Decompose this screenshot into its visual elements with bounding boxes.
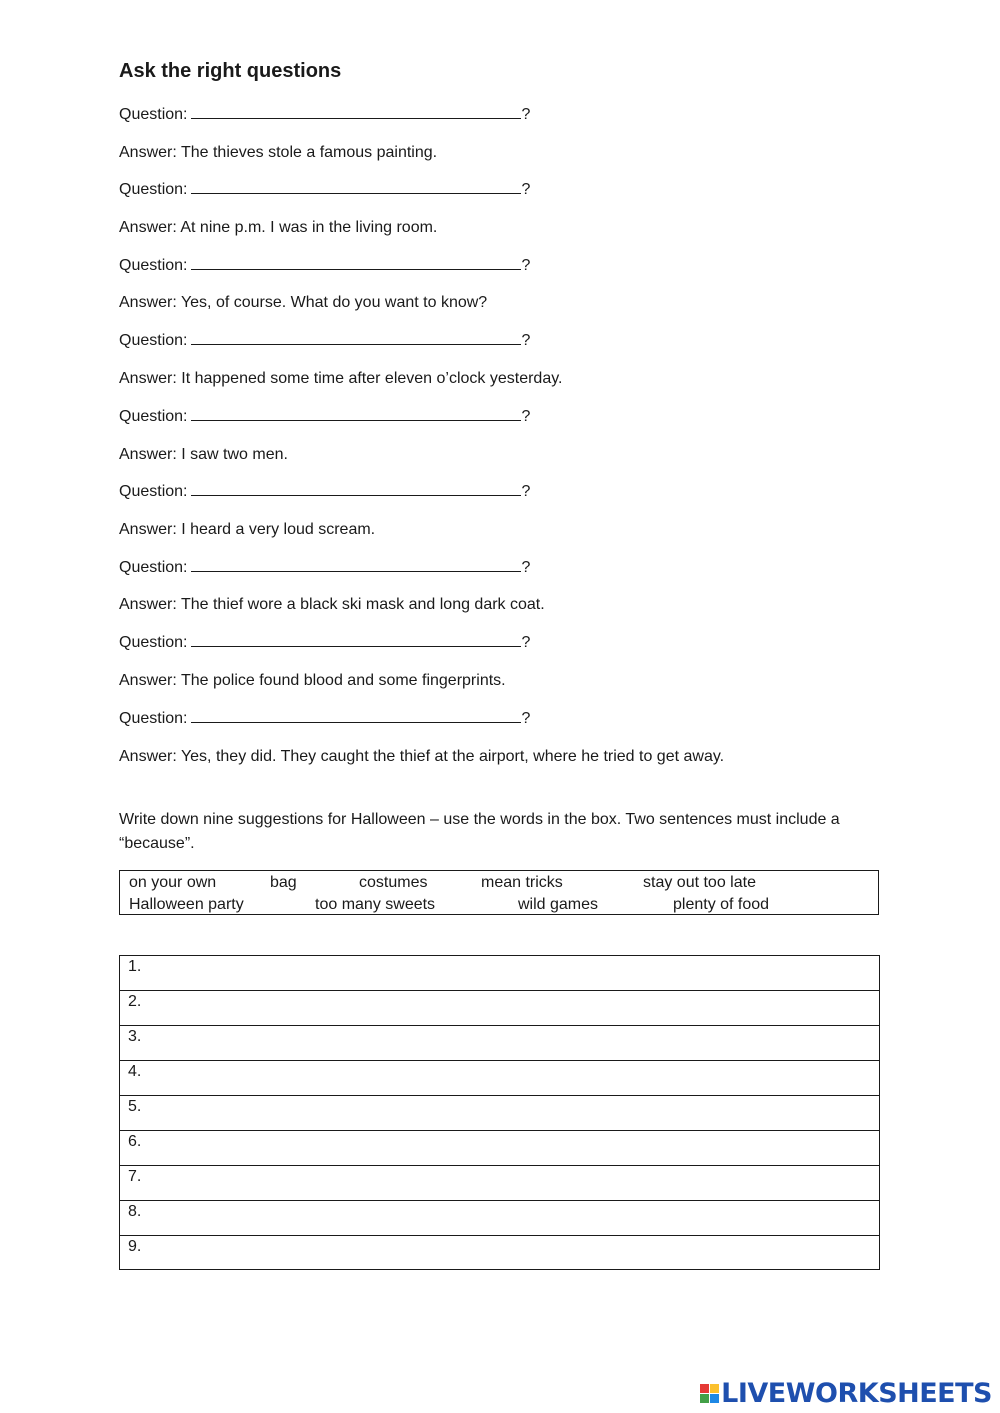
question-blank[interactable] bbox=[191, 708, 521, 723]
row-number: 1. bbox=[120, 956, 880, 991]
table-row[interactable] bbox=[120, 956, 880, 991]
table-row[interactable] bbox=[120, 1166, 880, 1201]
row-number: 7. bbox=[120, 1166, 880, 1201]
table-row[interactable] bbox=[120, 991, 880, 1026]
table-row[interactable] bbox=[120, 1026, 880, 1061]
question-blank[interactable] bbox=[191, 632, 521, 647]
question-line: Question: ? bbox=[119, 710, 531, 727]
halloween-instruction: Write down nine suggestions for Halloween – use the words in the box. Two sentences must include a “because”. bbox=[119, 811, 840, 852]
word-item: stay out too late bbox=[643, 874, 756, 891]
logo-mark-icon bbox=[700, 1384, 719, 1403]
question-line: Question: ? bbox=[119, 408, 531, 425]
logo-square bbox=[700, 1394, 709, 1403]
word-item: wild games bbox=[518, 896, 599, 913]
word-item: Halloween party bbox=[129, 896, 244, 913]
answer-line: Answer: Yes, they did. They caught the thief at the airport, where he tried to get away. bbox=[119, 748, 725, 765]
logo-square bbox=[710, 1384, 719, 1393]
word-item: costumes bbox=[359, 874, 428, 891]
table-row[interactable] bbox=[120, 1236, 880, 1270]
answer-line: Answer: I heard a very loud scream. bbox=[119, 521, 376, 538]
question-line: Question: ? bbox=[119, 257, 531, 274]
answer-line: Answer: It happened some time after eleven o’clock yesterday. bbox=[119, 370, 563, 387]
answer-line: Answer: The police found blood and some fingerprints. bbox=[119, 672, 506, 689]
question-line: Question: ? bbox=[119, 634, 531, 651]
answer-line: Answer: I saw two men. bbox=[119, 446, 288, 463]
answer-line: Answer: The thief wore a black ski mask and long dark coat. bbox=[119, 596, 545, 613]
question-blank[interactable] bbox=[191, 255, 521, 270]
table-row[interactable] bbox=[120, 1131, 880, 1166]
question-blank[interactable] bbox=[191, 557, 521, 572]
word-item: plenty of food bbox=[673, 896, 770, 913]
question-blank[interactable] bbox=[191, 481, 521, 496]
word-item: bag bbox=[270, 874, 297, 891]
row-number: 5. bbox=[120, 1096, 880, 1131]
question-line: Question: ? bbox=[119, 483, 531, 500]
question-line: Question: ? bbox=[119, 106, 531, 123]
row-number: 6. bbox=[120, 1131, 880, 1166]
question-blank[interactable] bbox=[191, 104, 521, 119]
question-blank[interactable] bbox=[191, 406, 521, 421]
question-line: Question: ? bbox=[119, 181, 531, 198]
suggestions-table bbox=[119, 955, 880, 1270]
row-number: 9. bbox=[120, 1236, 880, 1270]
row-number: 8. bbox=[120, 1201, 880, 1236]
logo-text: LIVEWORKSHEETS bbox=[721, 1378, 992, 1409]
table-row[interactable] bbox=[120, 1201, 880, 1236]
row-number: 3. bbox=[120, 1026, 880, 1061]
question-line: Question: ? bbox=[119, 559, 531, 576]
table-row[interactable] bbox=[120, 1061, 880, 1096]
word-item: on your own bbox=[129, 874, 217, 891]
question-line: Question: ? bbox=[119, 332, 531, 349]
table-row[interactable] bbox=[120, 1096, 880, 1131]
logo-square bbox=[700, 1384, 709, 1393]
row-number: 4. bbox=[120, 1061, 880, 1096]
liveworksheets-logo bbox=[700, 1378, 992, 1409]
answer-line: Answer: The thieves stole a famous painting. bbox=[119, 144, 438, 161]
row-number: 2. bbox=[120, 991, 880, 1026]
answer-line: Answer: Yes, of course. What do you want to know? bbox=[119, 294, 488, 311]
question-blank[interactable] bbox=[191, 330, 521, 345]
word-box bbox=[119, 870, 879, 915]
logo-square bbox=[710, 1394, 719, 1403]
answer-line: Answer: At nine p.m. I was in the living room. bbox=[119, 219, 438, 236]
word-item: too many sweets bbox=[315, 896, 436, 913]
word-item: mean tricks bbox=[481, 874, 563, 891]
page-title: Ask the right questions bbox=[119, 60, 342, 82]
question-blank[interactable] bbox=[191, 179, 521, 194]
